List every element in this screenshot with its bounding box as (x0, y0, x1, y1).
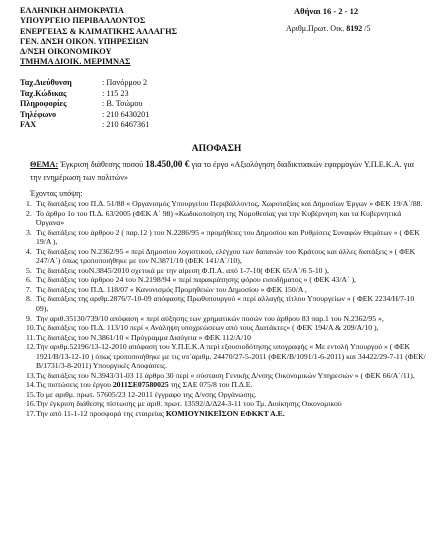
list-item (26, 285, 426, 295)
list-item (26, 209, 426, 228)
list-item (26, 266, 426, 276)
subject-text-after: για το έργο «Αξιολόγηση διαδικτυακών εφαρμογών Υ.Π.Ε.Κ.Α. για την ενημέρωση των πολιτών» (30, 160, 414, 182)
protocol-suffix: /5 (362, 24, 371, 33)
item-number: 4. (26, 246, 32, 256)
header-line: ΥΠΟΥΡΓΕΙΟ ΠΕΡΙΒΑΛΛΟΝΤΟΣ (20, 16, 146, 26)
item-text: Το με αριθμ. πρωτ. 57605/23 12-2011 έγγραφο της Δ/νσης Οργάνωσης. (36, 389, 257, 399)
header-line: Δ/ΝΣΗ ΟΙΚΟΝΟΜΙΚΟΥ (20, 47, 112, 57)
list-item (26, 409, 426, 419)
contact-value: : 115 23 (102, 88, 129, 98)
item-text: Τις διατάξεις του άρθρου 2 ( παρ.12 ) του Ν.2286/95 « προμήθειες του Δημοσίου και Ρυθμίσεις Συναφών Θεμάτων » ( ΦΕΚ 19/Α ), (36, 227, 420, 247)
header-line: ΓΕΝ. ΔΝΣΗ ΟΙΚΟΝ. ΥΠΗΡΕΣΙΩΝ (20, 36, 149, 46)
contact-key: FAX (20, 120, 37, 130)
item-number: 8. (26, 294, 32, 304)
item-text: Τις διατάξεις της αριθμ.2876/7-10-09 απόφασης Πρωθυπουργού « περί αλλαγής τίτλου Υπουργείων » ( ΦΕΚ 2234/Η/7-10 09), (36, 294, 415, 314)
item-number: 3. (26, 227, 32, 237)
contact-value: : Β. Τσώμου (102, 99, 143, 109)
contact-key: Ταχ.Διεύθυνση (20, 78, 72, 87)
item-number: 7. (26, 284, 32, 294)
subject-amount: 18.450,00 € (145, 160, 190, 170)
list-item (26, 323, 426, 333)
contact-block (20, 78, 149, 131)
item-text: Τις διατάξεις του Π.Δ. 118/07 « Κανονισμός Προμηθειών του Δημοσίου » ΦΕΚ 150/Α , (36, 284, 307, 294)
item-text: Τις διατάξεις του Ν.3943/31-03 11 άρθρο 30 περί « σύσταση Γενικής Δ/νσης Οικονομικών Υπηρεσιών » ( ΦΕΚ 66/Α΄/11), (36, 370, 415, 380)
contact-row (20, 89, 149, 100)
issuer-header (20, 6, 240, 68)
company-name: ΚΟΜΙΟΥΝΙΚΕΪΣΟΝ ΕΦΚΚΤ Α.Ε. (165, 409, 285, 419)
contact-row (20, 99, 149, 110)
contact-value: : 210 6430201 (102, 109, 150, 119)
contact-value: : 210 6467361 (102, 120, 150, 130)
list-item (26, 314, 426, 324)
list-item (26, 342, 426, 371)
item-text: Την έγκριση διάθεσης πίστωσης με αριθ. πρωτ. 13592/Δ/Δ24-3-11 του Τμ. Διοίκησης Οικονομικού (36, 399, 342, 409)
item-number: 6. (26, 275, 32, 285)
contact-key: Τηλέφωνο (20, 109, 57, 119)
item-number: 13. (26, 370, 36, 380)
contact-value: : Πανόρμου 2 (102, 78, 148, 87)
document-date: Αθήναι 16 - 2 - 12 (294, 6, 359, 16)
list-item (26, 333, 426, 343)
header-line: ΤΜΗΜΑ ΔΙΟΙΚ. ΜΕΡΙΜΝΑΣ (20, 57, 131, 67)
item-number: 5. (26, 265, 32, 275)
contact-key: Πληροφορίες (20, 99, 67, 109)
list-item (26, 275, 426, 285)
item-number: 16. (26, 399, 36, 409)
item-text-before: Την από 11-1-12 προσφορά της εταιρείας (36, 409, 166, 419)
item-text: Την αριθμ.52196/13-12-2010 απόφαση του Υ.Π.Ε.Κ.Α περί εξουσιοδότησης υπογραφής « Με εντολή Υπουργού » ( ΦΕΚ 1921/Β/13-12-10 ) όπως τροποποιήθηκε με τις υπ΄αριθμ. 24470/27-5-2011 (ΦΕΚ/Β/1091/1-6-2011) και 34422/29-7-11 (ΦΕΚ/Β/1731/3-8-2011) Υπουργικές Αποφάσεις. (36, 342, 426, 371)
protocol-number (286, 24, 371, 33)
list-item (26, 294, 426, 313)
item-number: 14. (26, 380, 36, 390)
project-code: 2011ΣΕ07580025 (112, 380, 169, 390)
list-item (26, 228, 426, 247)
item-number: 15. (26, 389, 36, 399)
item-text: Την αριθ.35130/739/10 απόφαση « περί αύξησης των χρηματικών ποσών του άρθρου 83 παρ.1 του Ν.2362/95 », (36, 313, 384, 323)
item-text: Τις διατάξεις του Ν.2362/95 « περί Δημοσίου λογιστικού, ελέγχου των δαπανών του Κράτους και άλλες διατάξεις » ( ΦΕΚ 247/Α΄) όπως τροποποιήθηκε με τον Ν.3871/10 (ΦΕΚ 141/Α΄/10), (36, 246, 416, 266)
list-item (26, 371, 426, 381)
protocol-label: Αριθμ.Πρωτ. Οικ. (286, 24, 345, 33)
subject-label: ΘΕΜΑ: (30, 160, 59, 169)
item-number: 1. (26, 199, 32, 208)
item-text-before: Τις πιστώσεις του έργου (36, 380, 113, 390)
subject-text-before: Έγκριση διάθεσης ποσού (58, 160, 146, 169)
contact-row (20, 110, 149, 121)
list-item (26, 247, 426, 266)
list-item (26, 380, 426, 390)
list-item (26, 199, 426, 209)
item-text: Τις διατάξεις του Π.Δ. 51/88 « Οργανισμός Υπουργείου Περιβάλλοντος, Χωροταξίας και Δημοσίων Έργων » ΦΕΚ 19/Α΄/88. (36, 199, 423, 208)
considerations-list (26, 199, 426, 419)
decision-title: ΑΠΟΦΑΣΗ (191, 143, 242, 154)
protocol-value: 8192 (346, 24, 363, 33)
list-item (26, 390, 426, 400)
header-line: ΕΛΛΗΝΙΚΗ ΔΗΜΟΚΡΑΤΙΑ (20, 6, 124, 15)
item-number: 9. (26, 313, 32, 323)
contact-row (20, 78, 149, 89)
item-number: 11. (26, 332, 36, 342)
item-text: Το άρθρο 1ο του Π.Δ. 63/2005 (ΦΕΚ Α΄ 98) «Κωδικοποίηση της Νομοθεσίας για την Κυβέρνηση και τα Κυβερνητικά Όργανα» (36, 208, 402, 228)
item-text: Τις διατάξεις του Ν.3861/10 « Πρόγραμμα Διαύγεια » ΦΕΚ 112/Α/10 (36, 332, 251, 342)
contact-row (20, 120, 149, 131)
item-number: 17. (26, 409, 36, 419)
list-item (26, 399, 426, 409)
item-number: 2. (26, 208, 32, 218)
considering-heading: Έχοντας υπόψη: (30, 189, 83, 198)
item-number: 12. (26, 342, 36, 352)
item-text: Τις διατάξεις του άρθρου 24 του Ν.2198/94 « περί παρακράτησης φόρου εισοδήματος » ( ΦΕΚ 43/Α΄ ), (36, 275, 356, 285)
item-text: Τις διατάξεις του Π.Δ. 113/10 περί « Ανάληψη υποχρεώσεων από τους Διατάκτες» ( ΦΕΚ 194/Α & 209/Α/10 ), (36, 323, 379, 333)
item-text-after: της ΣΑΕ 075/8 του Π.Δ.Ε. (168, 380, 253, 390)
subject-line (30, 159, 425, 183)
contact-key: Ταχ.Κώδικας (20, 88, 67, 98)
header-line: ΕΝΕΡΓΕΙΑΣ & ΚΛΙΜΑΤΙΚΗΣ ΑΛΛΑΓΗΣ (20, 26, 178, 36)
item-text: Τις διατάξεις τουΝ.3845/2010 σχετικά με την αίρεση Φ.Π.Α. από 1-7-10( ΦΕΚ 65/Α΄/6 5-10 ), (36, 265, 329, 275)
item-number: 10. (26, 323, 36, 333)
